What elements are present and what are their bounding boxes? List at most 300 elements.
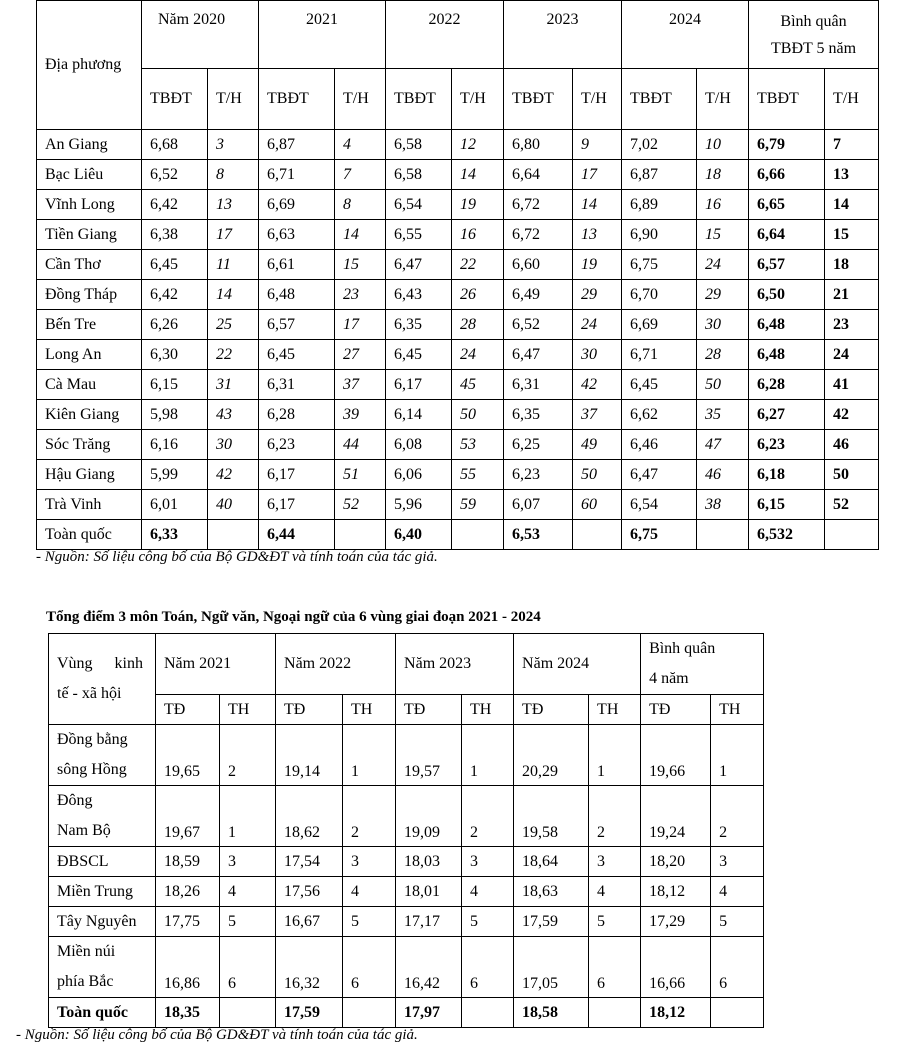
rank-cell: 30 [208, 430, 259, 460]
table-row [37, 280, 879, 310]
source-note-1: - Nguồn: Số liệu công bố của Bộ GD&ĐT và tính toán của tác giả. [36, 549, 438, 565]
rank-cell: 43 [208, 400, 259, 430]
score-cell: 6,47 [386, 250, 452, 280]
score-cell: 6,23 [259, 430, 335, 460]
total-empty [825, 520, 879, 550]
row-locality: Cần Thơ [37, 250, 142, 280]
table-row [37, 190, 879, 220]
table-row [49, 937, 764, 998]
region-line1: Miền núi [57, 943, 116, 960]
rank-cell: 17 [335, 310, 386, 340]
total-label: Toàn quốc [49, 998, 156, 1028]
score-cell: 18,26 [156, 877, 220, 907]
score-cell: 19,65 [156, 725, 220, 786]
header-average: Bình quân 4 năm [641, 634, 764, 695]
score-cell: 16,42 [396, 937, 462, 998]
rank-cell: 50 [452, 400, 504, 430]
rank-cell: 50 [697, 370, 749, 400]
score-cell: 6,15 [749, 490, 825, 520]
header-average-line1: Bình quân [780, 12, 847, 30]
score-cell: 16,67 [276, 907, 343, 937]
score-cell: 6,80 [504, 130, 573, 160]
header-year-2022: Năm 2022 [276, 634, 396, 695]
score-cell: 6,42 [142, 190, 208, 220]
rank-cell: 19 [452, 190, 504, 220]
rank-cell: 40 [208, 490, 259, 520]
score-cell: 6,16 [142, 430, 208, 460]
rank-cell: 11 [208, 250, 259, 280]
row-locality: Tiền Giang [37, 220, 142, 250]
rank-cell: 51 [335, 460, 386, 490]
rank-cell: 2 [711, 786, 764, 847]
rank-cell: 15 [335, 250, 386, 280]
rank-cell: 24 [573, 310, 622, 340]
rank-cell: 15 [825, 220, 879, 250]
score-cell: 18,20 [641, 847, 711, 877]
score-cell: 6,48 [749, 310, 825, 340]
score-cell: 6,87 [259, 130, 335, 160]
total-label: Toàn quốc [37, 520, 142, 550]
table-row [37, 460, 879, 490]
table-row [37, 340, 879, 370]
rank-cell: 3 [208, 130, 259, 160]
provincial-score-table [36, 0, 879, 550]
row-locality: Long An [37, 340, 142, 370]
score-cell: 6,57 [259, 310, 335, 340]
subheader-score: TBĐT [622, 69, 697, 130]
score-cell: 6,87 [622, 160, 697, 190]
rank-cell: 2 [220, 725, 276, 786]
row-region: Tây Nguyên [49, 907, 156, 937]
rank-cell: 39 [335, 400, 386, 430]
rank-cell: 4 [220, 877, 276, 907]
rank-cell: 30 [573, 340, 622, 370]
score-cell: 6,69 [622, 310, 697, 340]
header-year-2023: Năm 2023 [396, 634, 514, 695]
rank-cell: 21 [825, 280, 879, 310]
score-cell: 6,72 [504, 190, 573, 220]
score-cell: 17,17 [396, 907, 462, 937]
score-cell: 16,32 [276, 937, 343, 998]
score-cell: 6,64 [504, 160, 573, 190]
score-cell: 5,96 [386, 490, 452, 520]
row-locality: Bạc Liêu [37, 160, 142, 190]
rank-cell: 47 [697, 430, 749, 460]
score-cell: 19,66 [641, 725, 711, 786]
rank-cell: 14 [335, 220, 386, 250]
score-cell: 6,45 [386, 340, 452, 370]
row-locality: Đồng Tháp [37, 280, 142, 310]
header-year-2023: 2023 [504, 1, 622, 69]
total-score: 6,532 [749, 520, 825, 550]
header-year-2020: Năm 2020 [142, 1, 259, 69]
score-cell: 6,08 [386, 430, 452, 460]
rank-cell: 13 [573, 220, 622, 250]
score-cell: 5,99 [142, 460, 208, 490]
row-locality: Bến Tre [37, 310, 142, 340]
total-empty [335, 520, 386, 550]
rank-cell: 4 [335, 130, 386, 160]
score-cell: 6,55 [386, 220, 452, 250]
rank-cell: 60 [573, 490, 622, 520]
score-cell: 6,70 [622, 280, 697, 310]
score-cell: 6,52 [504, 310, 573, 340]
score-cell: 6,47 [504, 340, 573, 370]
subheader-score: TĐ [641, 695, 711, 725]
rank-cell: 2 [343, 786, 396, 847]
score-cell: 6,48 [259, 280, 335, 310]
rank-cell: 1 [343, 725, 396, 786]
score-cell: 6,27 [749, 400, 825, 430]
rank-cell: 35 [697, 400, 749, 430]
rank-cell: 28 [697, 340, 749, 370]
header-region-line2: tế - xã hội [57, 685, 122, 702]
region-line2: Nam Bộ [57, 822, 111, 839]
score-cell: 19,24 [641, 786, 711, 847]
score-cell: 6,60 [504, 250, 573, 280]
table-row [49, 725, 764, 786]
score-cell: 17,29 [641, 907, 711, 937]
subheader-score: TĐ [156, 695, 220, 725]
score-cell: 6,62 [622, 400, 697, 430]
rank-cell: 14 [452, 160, 504, 190]
rank-cell: 8 [335, 190, 386, 220]
score-cell: 18,12 [641, 877, 711, 907]
rank-cell: 22 [452, 250, 504, 280]
header-year-2021: 2021 [259, 1, 386, 69]
header-average [749, 1, 879, 69]
rank-cell: 52 [335, 490, 386, 520]
rank-cell: 13 [825, 160, 879, 190]
row-locality: An Giang [37, 130, 142, 160]
score-cell: 6,06 [386, 460, 452, 490]
score-cell: 6,75 [622, 250, 697, 280]
score-cell: 6,07 [504, 490, 573, 520]
score-cell: 17,54 [276, 847, 343, 877]
rank-cell: 5 [343, 907, 396, 937]
score-cell: 18,01 [396, 877, 462, 907]
rank-cell: 29 [697, 280, 749, 310]
rank-cell: 2 [462, 786, 514, 847]
table-row [37, 490, 879, 520]
rank-cell: 45 [452, 370, 504, 400]
rank-cell: 3 [343, 847, 396, 877]
score-cell: 6,31 [259, 370, 335, 400]
score-cell: 19,67 [156, 786, 220, 847]
rank-cell: 6 [711, 937, 764, 998]
table-row [49, 786, 764, 847]
table-row [37, 250, 879, 280]
rank-cell: 16 [452, 220, 504, 250]
rank-cell: 53 [452, 430, 504, 460]
rank-cell: 42 [573, 370, 622, 400]
score-cell: 6,66 [749, 160, 825, 190]
rank-cell: 2 [589, 786, 641, 847]
score-cell: 6,69 [259, 190, 335, 220]
subheader-score: TBĐT [142, 69, 208, 130]
score-cell: 6,58 [386, 160, 452, 190]
rank-cell: 27 [335, 340, 386, 370]
rank-cell: 29 [573, 280, 622, 310]
rank-cell: 13 [208, 190, 259, 220]
score-cell: 6,18 [749, 460, 825, 490]
rank-cell: 18 [825, 250, 879, 280]
total-empty [589, 998, 641, 1028]
score-cell: 6,71 [259, 160, 335, 190]
score-cell: 6,54 [386, 190, 452, 220]
score-cell: 6,63 [259, 220, 335, 250]
rank-cell: 12 [452, 130, 504, 160]
table-row [37, 310, 879, 340]
rank-cell: 3 [589, 847, 641, 877]
rank-cell: 49 [573, 430, 622, 460]
score-cell: 16,86 [156, 937, 220, 998]
table-row [49, 847, 764, 877]
score-cell: 6,90 [622, 220, 697, 250]
subheader-rank: TH [220, 695, 276, 725]
score-cell: 6,58 [386, 130, 452, 160]
header-year-2024: 2024 [622, 1, 749, 69]
rank-cell: 1 [220, 786, 276, 847]
score-cell: 6,64 [749, 220, 825, 250]
header-locality: Địa phương [37, 1, 142, 130]
row-locality: Cà Mau [37, 370, 142, 400]
score-cell: 6,26 [142, 310, 208, 340]
score-cell: 17,75 [156, 907, 220, 937]
total-score: 18,58 [514, 998, 589, 1028]
table-row [37, 400, 879, 430]
score-cell: 7,02 [622, 130, 697, 160]
score-cell: 6,72 [504, 220, 573, 250]
rank-cell: 8 [208, 160, 259, 190]
total-row [49, 998, 764, 1028]
score-cell: 6,50 [749, 280, 825, 310]
rank-cell: 31 [208, 370, 259, 400]
rank-cell: 42 [208, 460, 259, 490]
subheader-score: TĐ [396, 695, 462, 725]
rank-cell: 24 [697, 250, 749, 280]
score-cell: 6,31 [504, 370, 573, 400]
score-cell: 18,64 [514, 847, 589, 877]
row-region [49, 937, 156, 998]
score-cell: 6,54 [622, 490, 697, 520]
subheader-rank: TH [462, 695, 514, 725]
rank-cell: 30 [697, 310, 749, 340]
subheader-score: TBĐT [504, 69, 573, 130]
rank-cell: 26 [452, 280, 504, 310]
subheader-rank: TH [343, 695, 396, 725]
rank-cell: 15 [697, 220, 749, 250]
total-score: 6,40 [386, 520, 452, 550]
row-region [49, 725, 156, 786]
score-cell: 6,46 [622, 430, 697, 460]
score-cell: 6,28 [259, 400, 335, 430]
rank-cell: 24 [825, 340, 879, 370]
score-cell: 6,71 [622, 340, 697, 370]
rank-cell: 55 [452, 460, 504, 490]
rank-cell: 7 [335, 160, 386, 190]
score-cell: 6,45 [259, 340, 335, 370]
score-cell: 6,15 [142, 370, 208, 400]
total-score: 6,75 [622, 520, 697, 550]
rank-cell: 4 [343, 877, 396, 907]
regional-score-table [48, 633, 764, 1028]
rank-cell: 44 [335, 430, 386, 460]
subheader-score: TBĐT [259, 69, 335, 130]
score-cell: 6,45 [622, 370, 697, 400]
rank-cell: 5 [462, 907, 514, 937]
rank-cell: 23 [825, 310, 879, 340]
total-score: 17,97 [396, 998, 462, 1028]
score-cell: 6,35 [504, 400, 573, 430]
subheader-rank: T/H [697, 69, 749, 130]
score-cell: 19,14 [276, 725, 343, 786]
score-cell: 17,05 [514, 937, 589, 998]
score-cell: 6,23 [749, 430, 825, 460]
rank-cell: 28 [452, 310, 504, 340]
score-cell: 6,25 [504, 430, 573, 460]
total-score: 18,35 [156, 998, 220, 1028]
rank-cell: 7 [825, 130, 879, 160]
table-row [49, 877, 764, 907]
rank-cell: 46 [697, 460, 749, 490]
total-empty [711, 998, 764, 1028]
region-line2: sông Hồng [57, 761, 127, 778]
subheader-score: TĐ [276, 695, 343, 725]
row-locality: Vĩnh Long [37, 190, 142, 220]
score-cell: 6,89 [622, 190, 697, 220]
score-cell: 16,66 [641, 937, 711, 998]
score-cell: 6,43 [386, 280, 452, 310]
rank-cell: 1 [711, 725, 764, 786]
score-cell: 18,59 [156, 847, 220, 877]
score-cell: 6,30 [142, 340, 208, 370]
rank-cell: 1 [589, 725, 641, 786]
rank-cell: 6 [343, 937, 396, 998]
score-cell: 6,48 [749, 340, 825, 370]
score-cell: 6,35 [386, 310, 452, 340]
total-empty [220, 998, 276, 1028]
score-cell: 6,17 [259, 490, 335, 520]
region-line1: Đông [57, 792, 93, 809]
subheader-rank: T/H [335, 69, 386, 130]
rank-cell: 42 [825, 400, 879, 430]
row-region [49, 786, 156, 847]
rank-cell: 22 [208, 340, 259, 370]
score-cell: 17,59 [514, 907, 589, 937]
row-region: ĐBSCL [49, 847, 156, 877]
rank-cell: 46 [825, 430, 879, 460]
rank-cell: 18 [697, 160, 749, 190]
total-empty [343, 998, 396, 1028]
total-score: 6,53 [504, 520, 573, 550]
table-row [37, 130, 879, 160]
subheader-rank: TH [589, 695, 641, 725]
score-cell: 6,17 [259, 460, 335, 490]
total-score: 6,44 [259, 520, 335, 550]
score-cell: 6,47 [622, 460, 697, 490]
header-region [49, 634, 156, 725]
score-cell: 6,45 [142, 250, 208, 280]
rank-cell: 50 [573, 460, 622, 490]
rank-cell: 4 [711, 877, 764, 907]
row-locality: Trà Vinh [37, 490, 142, 520]
score-cell: 6,79 [749, 130, 825, 160]
rank-cell: 25 [208, 310, 259, 340]
subheader-rank: TH [711, 695, 764, 725]
total-empty [452, 520, 504, 550]
score-cell: 6,52 [142, 160, 208, 190]
rank-cell: 4 [589, 877, 641, 907]
subheader-score: TĐ [514, 695, 589, 725]
table-row [37, 220, 879, 250]
rank-cell: 38 [697, 490, 749, 520]
score-cell: 6,28 [749, 370, 825, 400]
rank-cell: 37 [335, 370, 386, 400]
row-locality: Kiên Giang [37, 400, 142, 430]
rank-cell: 16 [697, 190, 749, 220]
total-score: 17,59 [276, 998, 343, 1028]
score-cell: 6,61 [259, 250, 335, 280]
rank-cell: 41 [825, 370, 879, 400]
score-cell: 18,03 [396, 847, 462, 877]
score-cell: 6,17 [386, 370, 452, 400]
score-cell: 6,01 [142, 490, 208, 520]
rank-cell: 59 [452, 490, 504, 520]
rank-cell: 50 [825, 460, 879, 490]
subheader-rank: T/H [825, 69, 879, 130]
rank-cell: 14 [573, 190, 622, 220]
score-cell: 18,62 [276, 786, 343, 847]
row-locality: Hậu Giang [37, 460, 142, 490]
rank-cell: 23 [335, 280, 386, 310]
table-row [37, 160, 879, 190]
score-cell: 6,38 [142, 220, 208, 250]
subheader-score: TBĐT [386, 69, 452, 130]
header-region-line1: Vùng kinh [57, 655, 143, 672]
rank-cell: 17 [208, 220, 259, 250]
score-cell: 20,29 [514, 725, 589, 786]
rank-cell: 5 [220, 907, 276, 937]
rank-cell: 14 [825, 190, 879, 220]
subheader-rank: T/H [573, 69, 622, 130]
rank-cell: 9 [573, 130, 622, 160]
subheader-score: TBĐT [749, 69, 825, 130]
rank-cell: 4 [462, 877, 514, 907]
total-score: 18,12 [641, 998, 711, 1028]
table-row [37, 430, 879, 460]
region-line1: Đồng bằng [57, 731, 128, 748]
rank-cell: 6 [220, 937, 276, 998]
rank-cell: 1 [462, 725, 514, 786]
rank-cell: 52 [825, 490, 879, 520]
subheader-rank: T/H [208, 69, 259, 130]
score-cell: 6,14 [386, 400, 452, 430]
total-empty [208, 520, 259, 550]
rank-cell: 6 [589, 937, 641, 998]
table-row [37, 370, 879, 400]
header-year-2024: Năm 2024 [514, 634, 641, 695]
rank-cell: 19 [573, 250, 622, 280]
rank-cell: 24 [452, 340, 504, 370]
header-year-2021: Năm 2021 [156, 634, 276, 695]
score-cell: 6,57 [749, 250, 825, 280]
score-cell: 18,63 [514, 877, 589, 907]
score-cell: 6,65 [749, 190, 825, 220]
score-cell: 17,56 [276, 877, 343, 907]
row-region: Miền Trung [49, 877, 156, 907]
total-row [37, 520, 879, 550]
